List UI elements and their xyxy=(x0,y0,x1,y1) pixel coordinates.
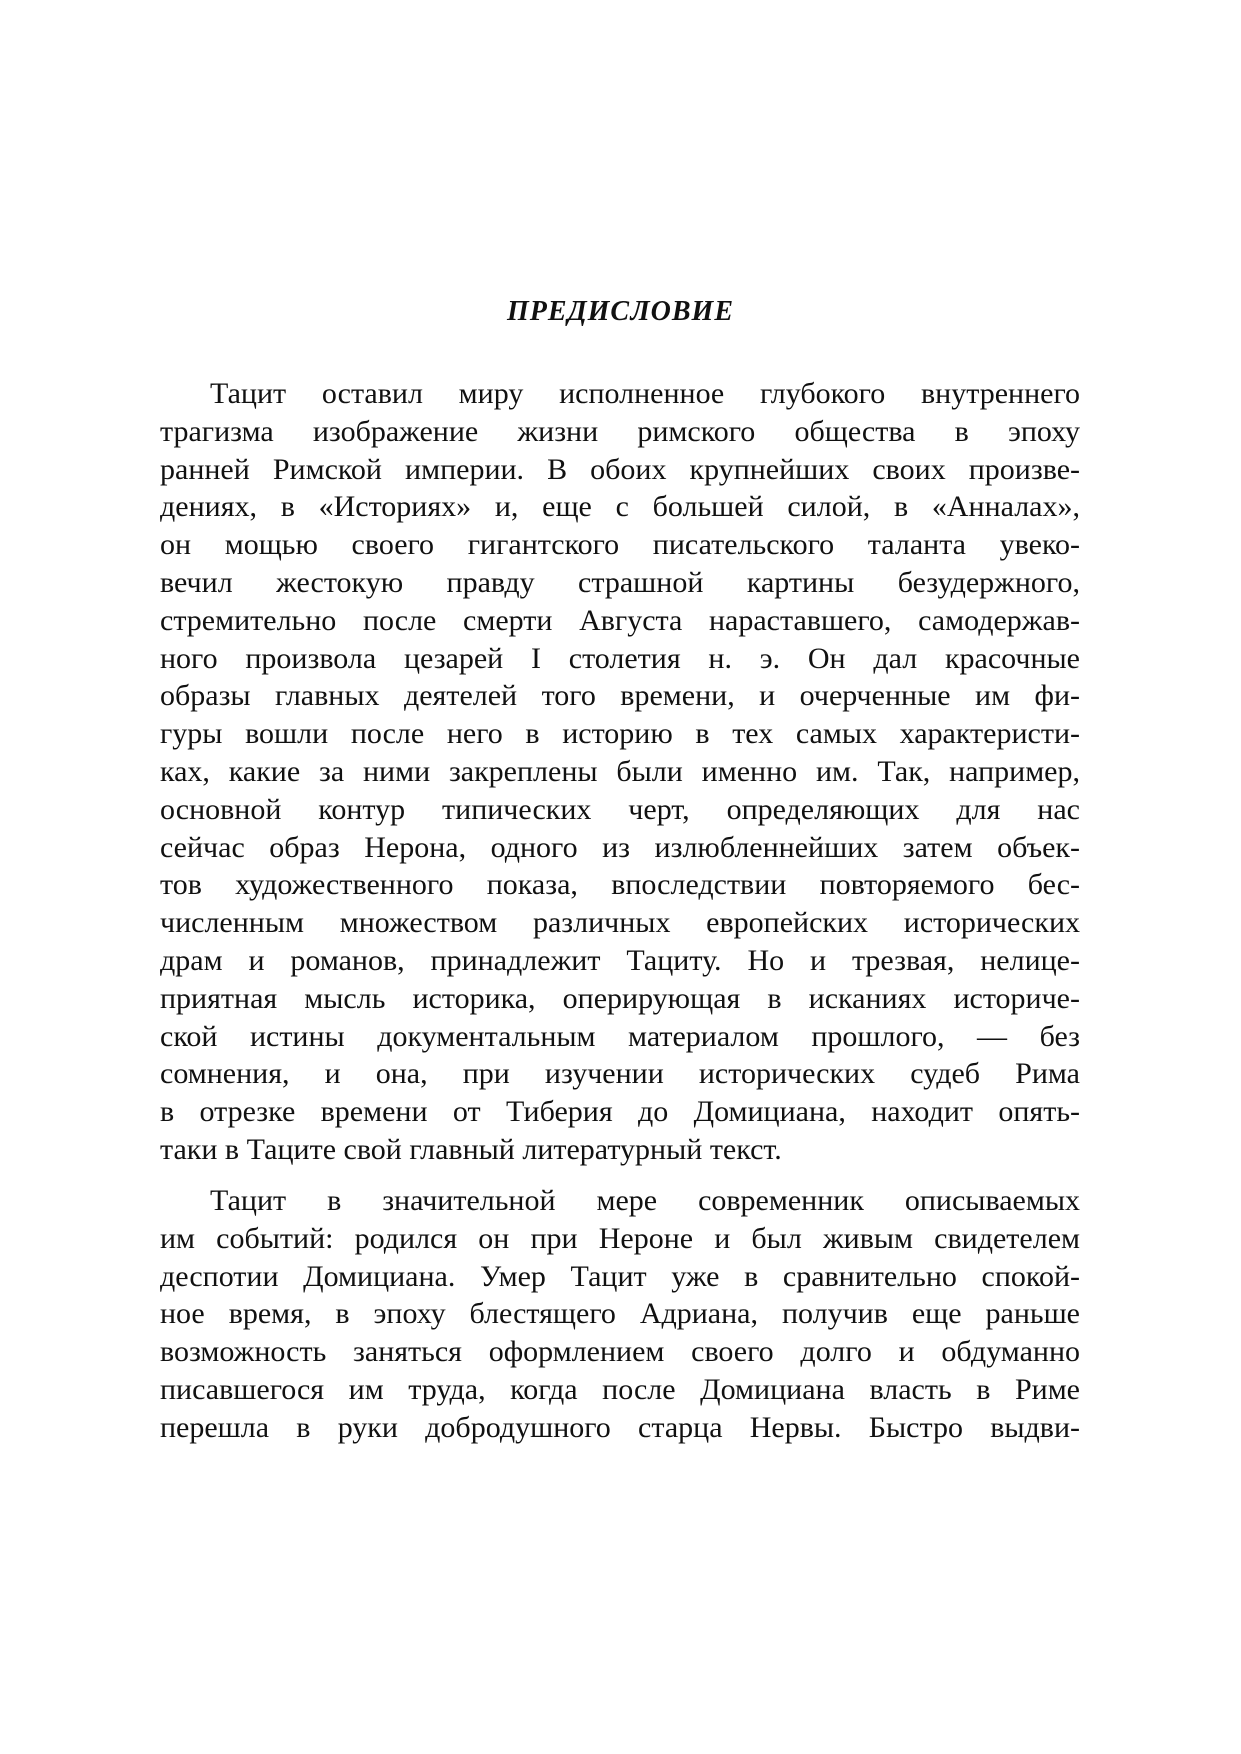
page-title: ПРЕДИСЛОВИЕ xyxy=(506,296,735,327)
text-line: ного произвола цезарей I столетия н. э. Он дал красочные xyxy=(160,641,1080,675)
text-line: основной контур типических черт, определяющих для нас xyxy=(160,792,1080,826)
text-line: возможность заняться оформлением своего долго и обдуманно xyxy=(160,1335,1080,1369)
text-line: ранней Римской империи. В обоих крупнейших своих произве- xyxy=(160,452,1080,486)
text-line: драм и романов, принадлежит Тациту. Но и трезвая, нелице- xyxy=(160,943,1080,977)
text-line: ской истины документальным материалом прошлого, — без xyxy=(160,1019,1080,1053)
text-line: гуры вошли после него в историю в тех самых характеристи- xyxy=(160,717,1080,751)
text-line: образы главных деятелей того времени, и очерченные им фи- xyxy=(160,679,1080,713)
text-line: деспотии Домициана. Умер Тацит уже в сравнительно спокой- xyxy=(160,1259,1080,1293)
text-line: приятная мысль историка, оперирующая в исканиях историче- xyxy=(160,981,1080,1015)
text-line: таки в Таците свой главный литературный текст. xyxy=(160,1132,782,1166)
text-line: стремительно после смерти Августа нараставшего, самодержав- xyxy=(160,603,1080,637)
text-line: тов художественного показа, впоследствии повторяемого бес- xyxy=(160,868,1080,902)
text-line: сомнения, и она, при изучении исторических судеб Рима xyxy=(160,1057,1080,1091)
text-line: дениях, в «Историях» и, еще с большей силой, в «Анналах», xyxy=(160,490,1080,524)
paragraph-1 xyxy=(160,375,1080,1169)
text-line: Тацит в значительной мере современник описываемых xyxy=(210,1184,1080,1217)
text-line: он мощью своего гигантского писательского таланта увеко- xyxy=(160,528,1080,562)
text-line: им событий: родился он при Нероне и был живым свидетелем xyxy=(160,1221,1080,1255)
text-line: ках, какие за ними закреплены были именно им. Так, например, xyxy=(160,754,1080,788)
text-line: писавшегося им труда, когда после Домициана власть в Риме xyxy=(160,1372,1080,1406)
text-line: численным множеством различных европейских исторических xyxy=(160,906,1080,940)
text-line: трагизма изображение жизни римского общества в эпоху xyxy=(160,414,1080,448)
text-line: в отрезке времени от Тиберия до Домициана, находит опять- xyxy=(160,1095,1080,1129)
text-line: Тацит оставил миру исполненное глубокого внутреннего xyxy=(210,377,1080,410)
text-line: перешла в руки добродушного старца Нервы. Быстро выдви- xyxy=(160,1410,1080,1444)
text-line: сейчас образ Нерона, одного из излюбленнейших затем объек- xyxy=(160,830,1080,864)
text-line: ное время, в эпоху блестящего Адриана, получив еще раньше xyxy=(160,1297,1080,1331)
text-line: вечил жестокую правду страшной картины безудержного, xyxy=(160,565,1080,599)
paragraph-2 xyxy=(160,1182,1080,1447)
